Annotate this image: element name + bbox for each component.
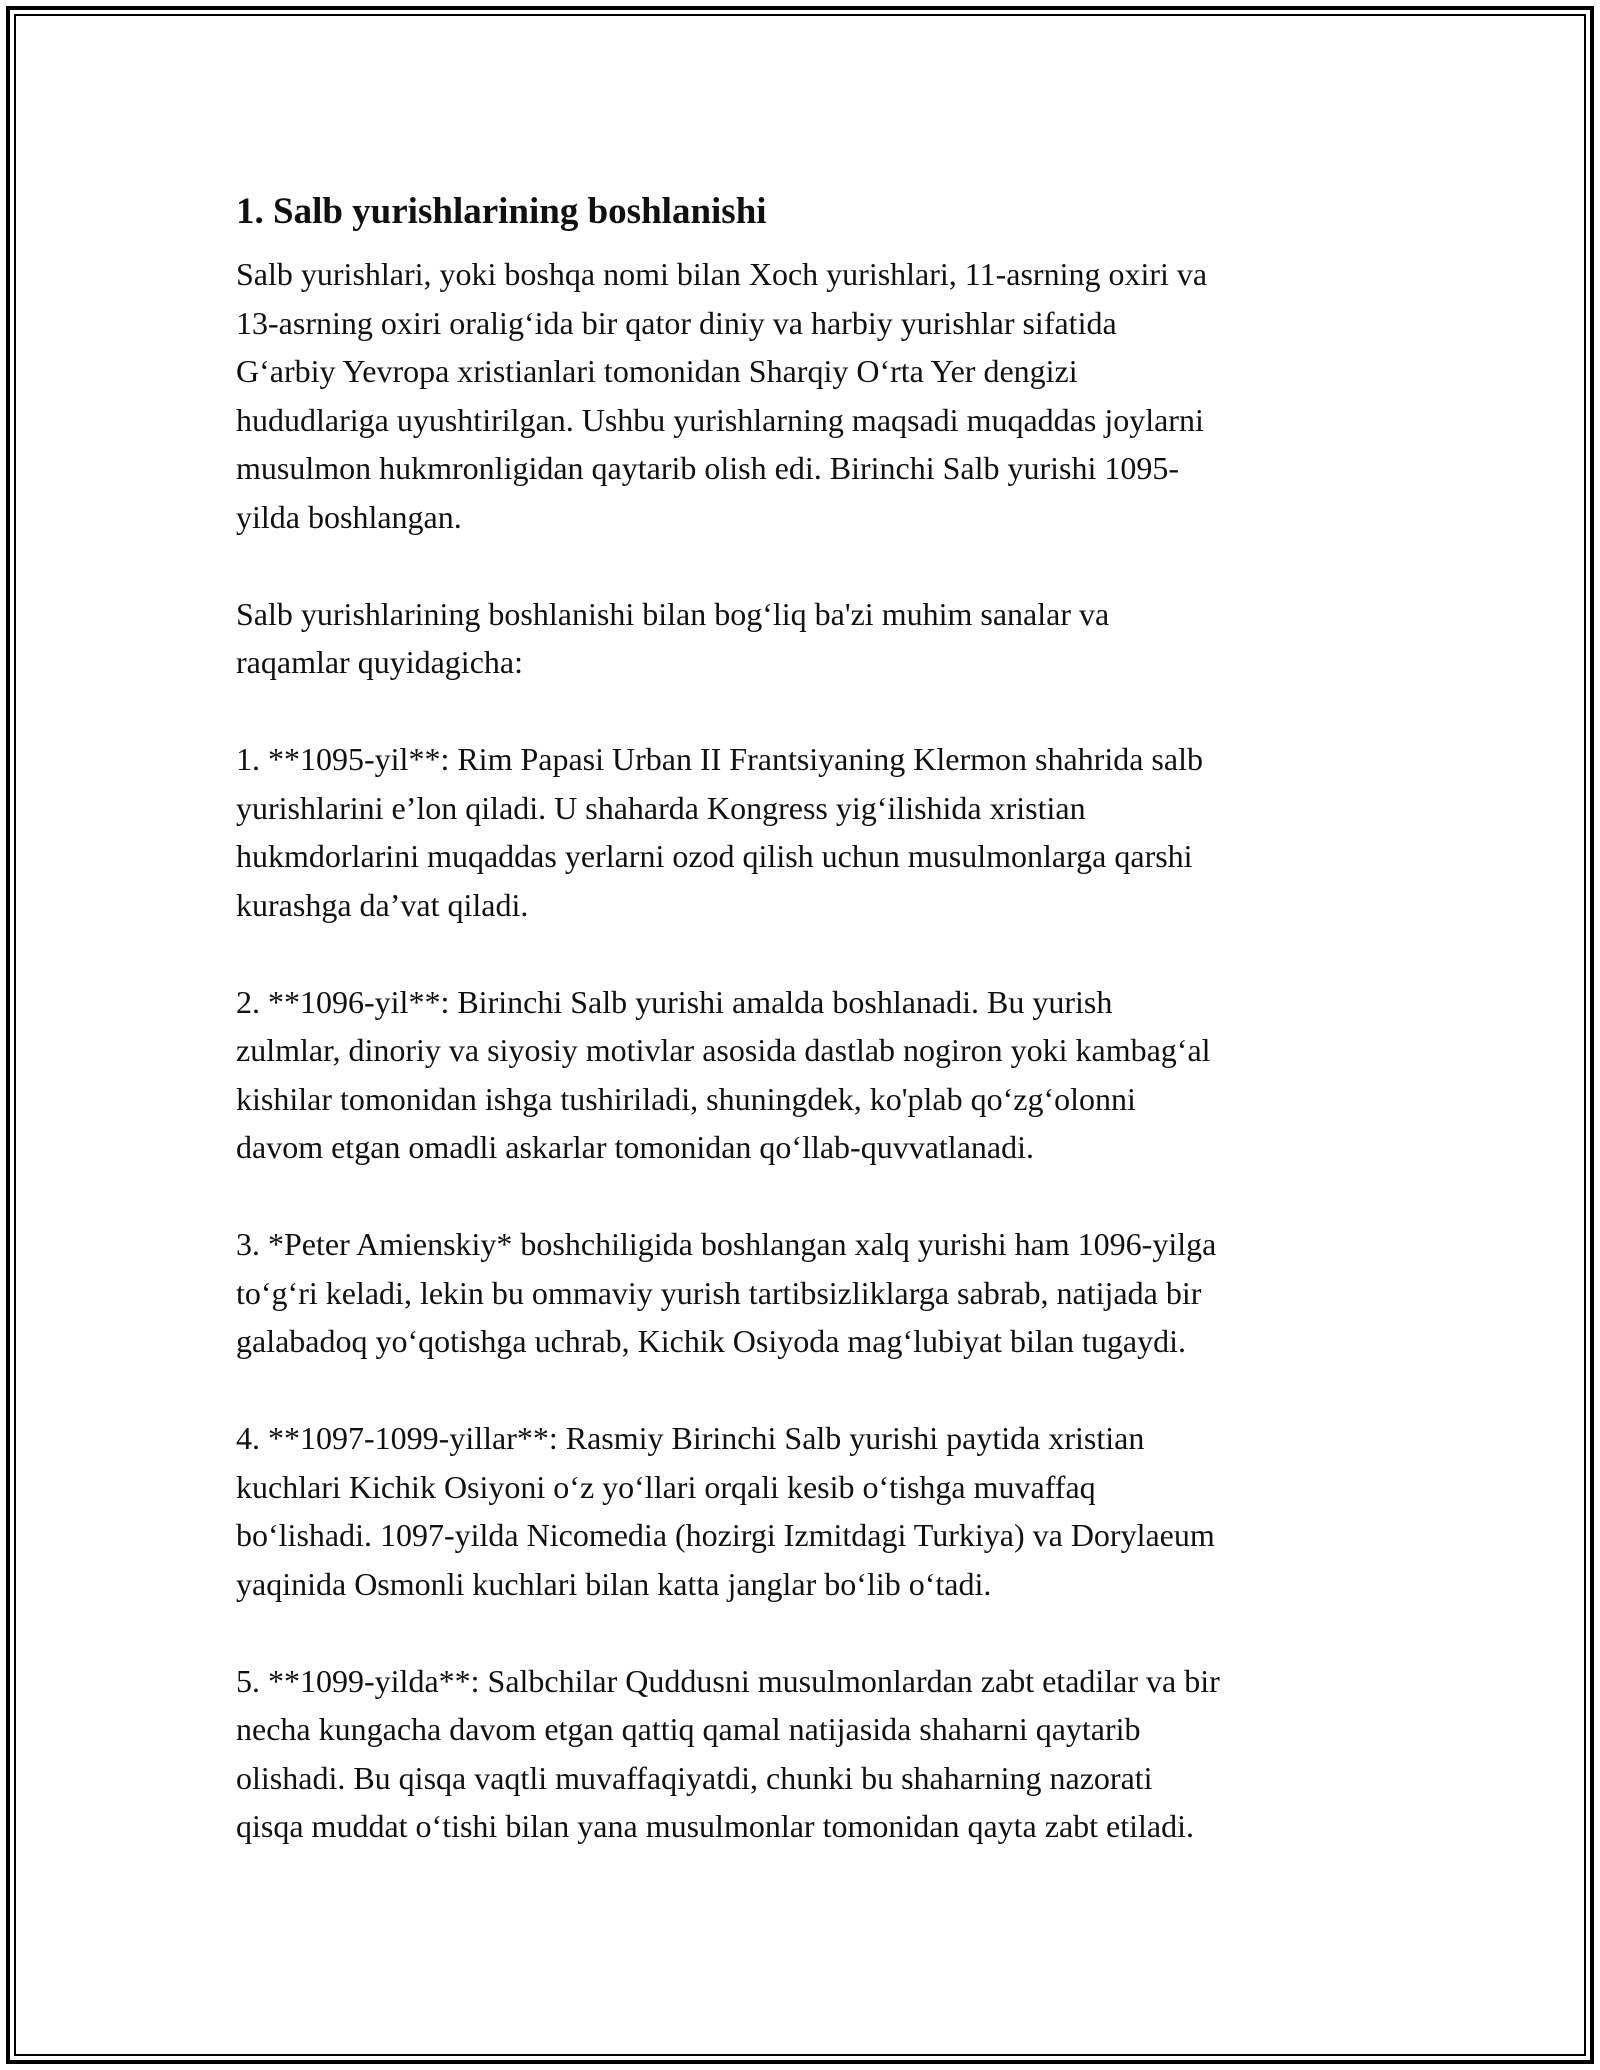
text-line: hukmdorlarini muqaddas yerlarni ozod qilish uchun musulmonlarga qarshi <box>236 838 1193 874</box>
text-line: yurishlarini e’lon qiladi. U shaharda Kongress yig‘ilishida xristian <box>236 789 1086 826</box>
text-line: kuchlari Kichik Osiyoni o‘z yo‘llari orqali kesib o‘tishga muvaffaq <box>236 1468 1096 1505</box>
text-line: raqamlar quyidagicha: <box>236 644 523 680</box>
lead-in-paragraph <box>236 590 1376 687</box>
text-line: kurashga da’vat qiladi. <box>236 886 529 923</box>
document-title: 1. Salb yurishlarining boshlanishi <box>236 191 767 232</box>
text-line: yilda boshlangan. <box>236 498 462 535</box>
text-line: qisqa muddat o‘tishi bilan yana musulmonlar tomonidan qayta zabt etiladi. <box>236 1808 1195 1844</box>
text-line: hududlariga uyushtirilgan. Ushbu yurishlarning maqsadi muqaddas joylarni <box>236 401 1204 438</box>
text-line: zulmlar, dinoriy va siyosiy motivlar asosida dastlab nogiron yoki kambag‘al <box>236 1032 1211 1068</box>
text-line: 3. *Peter Amienskiy* boshchiligida boshlangan xalq yurishi ham 1096-yilga <box>236 1226 1217 1262</box>
list-item-1097-1099 <box>236 1414 1376 1608</box>
text-line: 5. **1099-yilda**: Salbchilar Quddusni musulmonlardan zabt etadilar va bir <box>236 1662 1220 1699</box>
intro-paragraph <box>236 250 1376 541</box>
text-line: necha kungacha davom etgan qattiq qamal natijasida shaharni qaytarib <box>236 1711 1141 1747</box>
text-line: yaqinida Osmonli kuchlari bilan katta janglar bo‘lib o‘tadi. <box>236 1565 992 1602</box>
text-line: 2. **1096-yil**: Birinchi Salb yurishi amalda boshlanadi. Bu yurish <box>236 983 1113 1020</box>
text-line: 1. **1095-yil**: Rim Papasi Urban II Frantsiyaning Klermon shahrida salb <box>236 741 1203 777</box>
text-line: G‘arbiy Yevropa xristianlari tomonidan Sharqiy O‘rta Yer dengizi <box>236 353 1078 389</box>
list-item-peter-amienskiy <box>236 1220 1376 1366</box>
text-line: 4. **1097-1099-yillar**: Rasmiy Birinchi Salb yurishi paytida xristian <box>236 1420 1145 1456</box>
list-item-1096 <box>236 978 1376 1172</box>
text-line: Salb yurishlari, yoki boshqa nomi bilan Xoch yurishlari, 11-asrning oxiri va <box>236 256 1208 292</box>
text-line: kishilar tomonidan ishga tushiriladi, shuningdek, ko'plab qo‘zg‘olonni <box>236 1080 1136 1117</box>
text-line: bo‘lishadi. 1097-yilda Nicomedia (hozirgi Izmitdagi Turkiya) va Dorylaeum <box>236 1517 1215 1553</box>
list-item-1099 <box>236 1657 1376 1851</box>
text-line: 13-asrning oxiri oralig‘ida bir qator diniy va harbiy yurishlar sifatida <box>236 304 1117 341</box>
text-line: to‘g‘ri keladi, lekin bu ommaviy yurish tartibsizliklarga sabrab, natijada bir <box>236 1274 1202 1311</box>
text-line: galabadoq yo‘qotishga uchrab, Kichik Osiyoda mag‘lubiyat bilan tugaydi. <box>236 1323 1186 1359</box>
text-line: Salb yurishlarining boshlanishi bilan bog‘liq ba'zi muhim sanalar va <box>236 595 1110 632</box>
document-body <box>236 186 1376 1899</box>
list-item-1095 <box>236 735 1376 929</box>
text-line: davom etgan omadli askarlar tomonidan qo‘llab-quvvatlanadi. <box>236 1129 1034 1165</box>
text-line: olishadi. Bu qisqa vaqtli muvaffaqiyatdi, chunki bu shaharning nazorati <box>236 1759 1153 1796</box>
text-line: musulmon hukmronligidan qaytarib olish edi. Birinchi Salb yurishi 1095- <box>236 450 1180 486</box>
